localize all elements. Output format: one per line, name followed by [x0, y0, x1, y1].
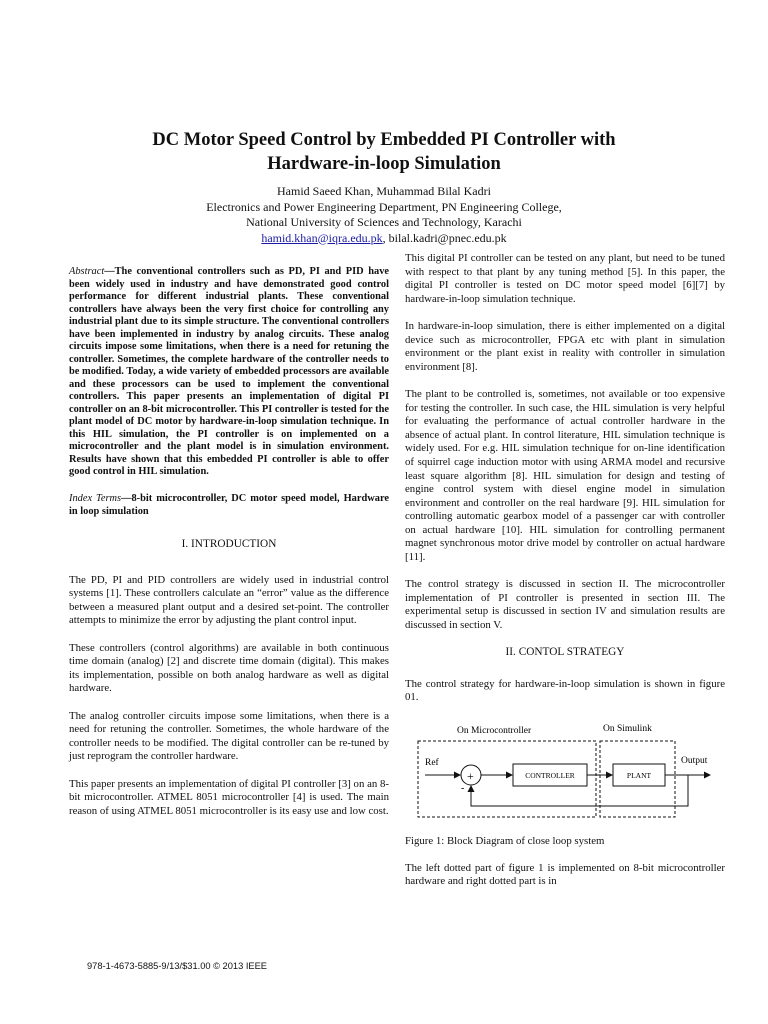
abstract-label: Abstract	[69, 266, 105, 277]
author-block	[60, 184, 708, 246]
left-column	[69, 266, 389, 832]
paragraph: The plant to be controlled is, sometimes, not available or too expensive for testing the controller. In such case, the HIL simulation is very helpful for evaluating the performance of actual controller hardware in the absence of actual plant. In control literature, HIL simulation technique is widely used. For e.g. HIL simulation technique for on-line identification of squirrel cage induction motor with using ARMA model and recursive least square algorithm [8]. HIL simulation for design and testing of engine control system with diesel engine model in simulation environment and controller on the real hardware [9]. HIL simulation for controlling automatic gearbox model of a passenger car with controller on actual hardware [10]. HIL simulation for controlling permanent magnet synchronous motor drive model by controller on actual hardware [11].	[405, 387, 725, 564]
right-column	[405, 252, 725, 903]
copyright-footer: 978-1-4673-5885-9/13/$31.00 © 2013 IEEE	[87, 961, 268, 971]
paragraph: The analog controller circuits impose some limitations, when there is a need for retuning the controller. Sometimes, the whole hardware of the controller needs to be modified. The digital controller can be re-tuned by just reprogram the controller hardware.	[69, 709, 389, 763]
paragraph: The control strategy for hardware-in-loop simulation is shown in figure 01.	[405, 677, 725, 704]
paragraph: These controllers (control algorithms) are available in both continuous time domain (analog) [2] and discrete time domain (digital). This makes its implementation, possible on both analog hardware as well as digital hardware.	[69, 641, 389, 695]
label-on-simulink: On Simulink	[603, 723, 652, 734]
block-diagram-figure	[405, 719, 725, 827]
paragraph: The left dotted part of figure 1 is implemented on 8-bit microcontroller hardware and right dotted part is in	[405, 861, 725, 888]
sum-plus-sign: +	[467, 768, 474, 783]
title-line-2: Hardware-in-loop Simulation	[267, 154, 501, 174]
email-link-khan[interactable]: hamid.khan@iqra.edu.pk	[261, 230, 383, 245]
controller-block-label: CONTROLLER	[525, 770, 575, 780]
author-emails	[60, 231, 708, 247]
abstract	[69, 266, 389, 479]
abstract-text: The conventional controllers such as PD, PI and PID have been widely used in industry and have demonstrated good control performance for different industrial plants. These conventional controllers have always been the very first choice for controlling any industrial plant due to its simple structure. The conventional controllers have been implemented in industry by analog circuits. These analog circuits impose some limitations, when there is a need for retuning the controller. Sometimes, the complete hardware of the controller needs to be modified. Today, a wide variety of embedded processors are available and these processors can be used to implement the conventional controllers. This paper presents an implementation of digital PI controller on an 8-bit microcontroller. This PI controller is tested for the plant model of DC motor by hardware-in-loop simulation technique. In this HIL simulation, the PI controller is on implemented on a microcontroller and the plant model is in simulation environment. Results have shown that this embedded PI controller is able to offer good control in HIL simulation.	[69, 266, 389, 477]
paragraph: The PD, PI and PID controllers are widely used in industrial control systems [1]. These controllers calculate an “error” value as the difference between a measured plant output and a desired set-point. The controller attempts to minimize the error by adjusting the plant control input.	[69, 573, 389, 627]
sum-minus-sign: -	[461, 782, 465, 794]
paragraph: This digital PI controller can be tested on any plant, but need to be tuned with respect to that plant by any tuning method [5]. In this paper, the digital PI controller is tested on DC motor speed model [6][7] by hardware-in-loop simulation technique.	[405, 252, 725, 305]
label-ref: Ref	[425, 757, 439, 768]
index-terms-label: Index Terms	[69, 493, 122, 505]
label-on-microcontroller: On Microcontroller	[457, 725, 532, 736]
index-terms-text: 8-bit microcontroller, DC motor speed model, Hardware in loop simulation	[69, 493, 390, 518]
section-heading-control-strategy: II. CONTOL STRATEGY	[505, 646, 625, 659]
paragraph: In hardware-in-loop simulation, there is either implemented on a digital device such as microcontroller, FPGA etc with plant in simulation environment or the plant exist in reality with controller in simulation environment [8].	[405, 319, 725, 373]
index-terms	[69, 492, 389, 518]
paragraph: The control strategy is discussed in section II. The microcontroller implementation of PI controller is presented in section III. The experimental setup is discussed in section IV and simulation results are discussed in section V.	[405, 578, 725, 632]
label-output: Output	[681, 755, 708, 766]
abstract-dash: —	[104, 266, 115, 277]
figure-caption: Figure 1: Block Diagram of close loop system	[405, 835, 605, 848]
author-names: Hamid Saeed Khan, Muhammad Bilal Kadri	[277, 184, 491, 198]
paper-title	[60, 128, 708, 176]
section-heading-introduction: I. INTRODUCTION	[181, 538, 277, 551]
author-department: Electronics and Power Engineering Department, PN Engineering College,	[206, 199, 562, 214]
title-line-1: DC Motor Speed Control by Embedded PI Controller with	[152, 130, 616, 150]
author-university: National University of Sciences and Technology, Karachi	[246, 215, 522, 229]
index-terms-dash: —	[121, 493, 132, 505]
email-separator: ,	[382, 230, 389, 245]
email-kadri: bilal.kadri@pnec.edu.pk	[388, 230, 507, 245]
paragraph: This paper presents an implementation of digital PI controller [3] on an 8-bit microcontroller. ATMEL 8051 microcontroller [4] is used. The main reason of using ATMEL 8051 microcontroller is its easy use and low cost.	[69, 777, 389, 817]
plant-block-label: PLANT	[626, 770, 652, 780]
